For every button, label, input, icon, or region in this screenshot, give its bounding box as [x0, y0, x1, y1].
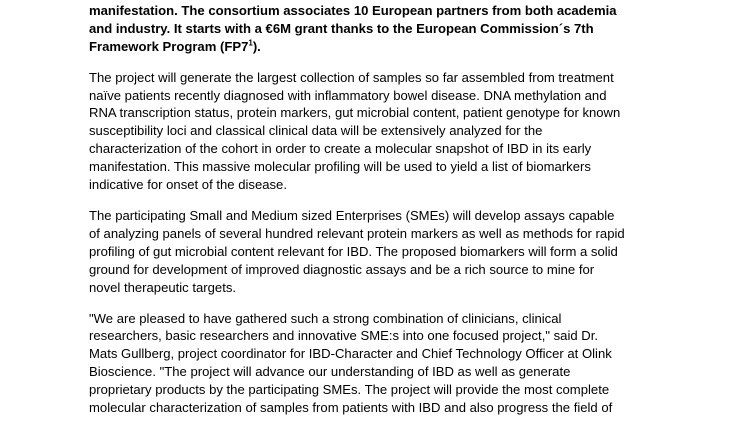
text-line: novel therapeutic targets. — [89, 279, 237, 295]
text-line: The project will generate the largest collection of samples so far assembled from treatment — [89, 69, 614, 85]
text-line: "We are pleased to have gathered such a strong combination of clinicians, clinical — [89, 310, 562, 326]
text-line: manifestation. This massive molecular profiling will be used to yield a list of biomarkers — [89, 159, 591, 175]
text-line: molecular characterization of samples from patients with IBD and also progress the field of — [89, 400, 613, 416]
text-line: characterization of the cohort in order to create a molecular snapshot of IBD in its early — [89, 141, 592, 157]
text-fragment: ). — [252, 38, 261, 54]
text-line: naïve patients recently diagnosed with inflammatory bowel disease. DNA methylation and — [89, 87, 607, 103]
text-line: susceptibility loci and classical clinical data will be extensively analyzed for the — [89, 123, 543, 139]
text-line: manifestation. The consortium associates 10 European partners from both academia — [89, 2, 617, 18]
document-page — [89, 0, 674, 430]
text-line: Mats Gullberg, project coordinator for IBD-Character and Chief Technology Officer at Olink — [89, 346, 612, 362]
text-line: indicative for onset of the disease. — [89, 177, 287, 193]
body-paragraph-1 — [89, 69, 674, 194]
text-fragment: Framework Program (FP7 — [89, 38, 249, 54]
body-paragraph-2 — [89, 207, 674, 297]
lead-paragraph — [89, 0, 674, 56]
text-line: Bioscience. "The project will advance our understanding of IBD as well as generate — [89, 364, 571, 380]
text-line: and industry. It starts with a €6M grant thanks to the European Commission´s 7th — [89, 20, 594, 36]
text-line — [89, 38, 674, 56]
text-line: ground for development of improved diagnostic assays and be a rich source to mine for — [89, 261, 595, 277]
text-line: proprietary products by the participating SMEs. The project will provide the most complete — [89, 382, 610, 398]
body-paragraph-3 — [89, 310, 674, 417]
text-line: of analyzing panels of several hundred relevant protein markers as well as methods for rapid — [89, 225, 625, 241]
text-line: profiling of gut microbial content relevant for IBD. The proposed biomarkers will form a solid — [89, 243, 618, 259]
footnote-mark: 1 — [248, 38, 253, 48]
text-line: researchers, basic researchers and innovative SME:s into one focused project," said Dr. — [89, 328, 599, 344]
text-line: The participating Small and Medium sized Enterprises (SMEs) will develop assays capable — [89, 207, 615, 223]
text-line: RNA transcription status, protein markers, gut microbial content, patient genotype for known — [89, 105, 621, 121]
